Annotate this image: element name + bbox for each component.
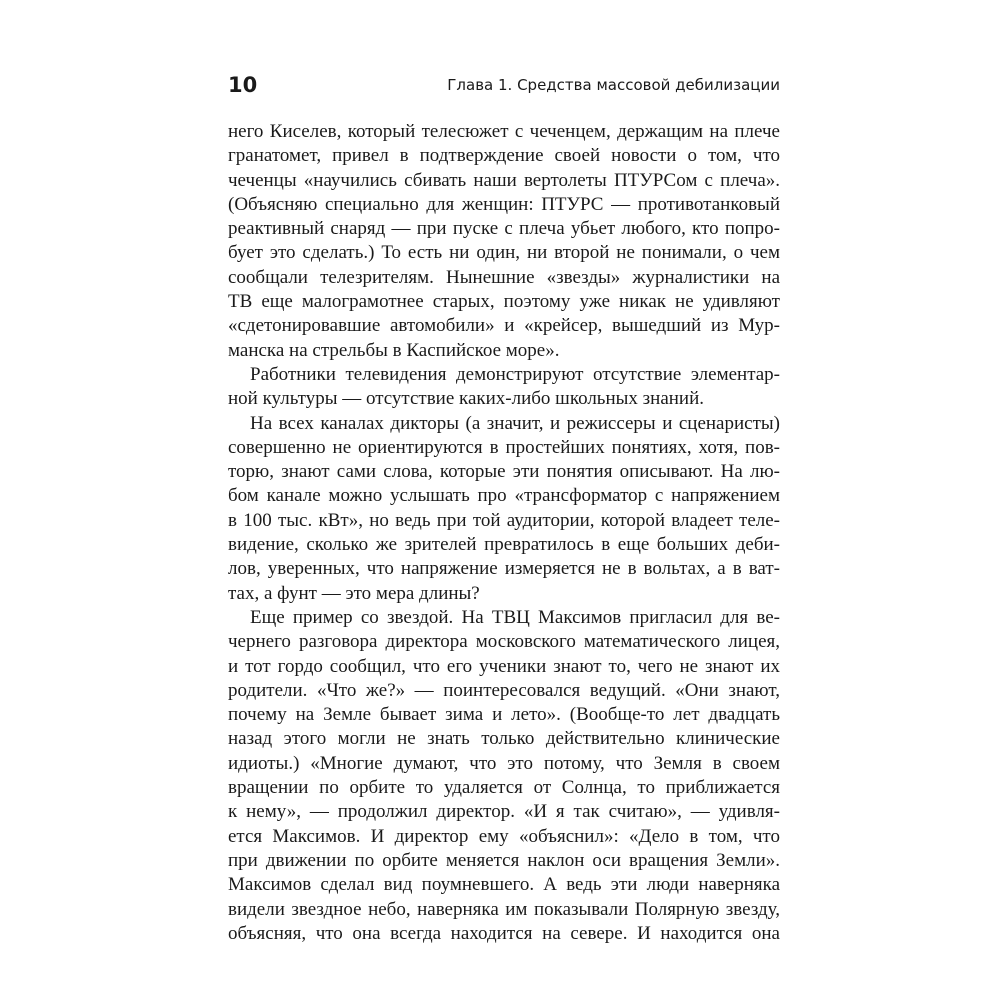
- text-line: при движении по орбите меняется наклон оси вращения Земли».: [228, 849, 780, 871]
- text-line: гранатомет, привел в подтверждение своей новости о том, что: [228, 145, 780, 167]
- text-line: бует это сделать.) То есть ни один, ни второй не понимали, о чем: [228, 242, 780, 264]
- running-title: Глава 1. Средства массовой дебилизации: [447, 76, 780, 94]
- text-line: Еще пример со звездой. На ТВЦ Максимов пригласил для ве-: [250, 606, 780, 628]
- text-line: родители. «Что же?» — поинтересовался ведущий. «Они знают,: [228, 679, 780, 701]
- text-line: объясняя, что она всегда находится на севере. И находится она: [228, 922, 780, 944]
- page-header: [228, 70, 780, 100]
- text-line: торю, знают сами слова, которые эти понятия описывают. На лю-: [228, 461, 780, 483]
- text-line: чеченцы «научились сбивать наши вертолеты ПТУРСом с плеча».: [228, 169, 780, 191]
- text-line: сообщали телезрителям. Нынешние «звезды» журналистики на: [228, 266, 780, 288]
- text-line: и тот гордо сообщил, что его ученики знают то, чего не знают их: [228, 655, 780, 677]
- text-line: назад этого могли не знать только действительно клинические: [228, 728, 780, 750]
- text-line: вращении по орбите то удаляется от Солнца, то приближается: [228, 777, 780, 799]
- text-line: идиоты.) «Многие думают, что это потому, что Земля в своем: [228, 752, 780, 774]
- text-line: тах, а фунт — это мера длины?: [228, 582, 480, 604]
- text-line: видение, сколько же зрителей превратилось в еще больших деби-: [228, 534, 780, 556]
- body-text: [228, 120, 780, 946]
- page-number: 10: [228, 73, 258, 97]
- text-line: Максимов сделал вид поумневшего. А ведь эти люди наверняка: [228, 874, 780, 896]
- text-line: реактивный снаряд — при пуске с плеча убьет любого, кто попро-: [228, 218, 780, 240]
- text-line: почему на Земле бывает зима и лето». (Вообще-то лет двадцать: [228, 704, 780, 726]
- text-line: ется Максимов. И директор ему «объяснил»: «Дело в том, что: [228, 825, 780, 847]
- text-line: ТВ еще малограмотнее старых, поэтому уже никак не удивляют: [228, 291, 780, 313]
- text-line: Работники телевидения демонстрируют отсутствие элементар-: [250, 363, 780, 385]
- text-line: видели звездное небо, наверняка им показывали Полярную звезду,: [228, 898, 780, 920]
- text-line: совершенно не ориентируются в простейших понятиях, хотя, пов-: [228, 436, 780, 458]
- text-line: чернего разговора директора московского математического лицея,: [228, 631, 780, 653]
- text-line: лов, уверенных, что напряжение измеряется не в вольтах, а в ват-: [228, 558, 780, 580]
- text-line: в 100 тыс. кВт», но ведь при той аудитории, которой владеет теле-: [228, 509, 780, 531]
- text-line: На всех каналах дикторы (а значит, и режиссеры и сценаристы): [250, 412, 780, 434]
- text-line: бом канале можно услышать про «трансформатор с напряжением: [228, 485, 780, 507]
- text-line: ной культуры — отсутствие каких-либо школьных знаний.: [228, 388, 705, 410]
- text-line: «сдетонировавшие автомобили» и «крейсер, вышедший из Мур-: [228, 315, 780, 337]
- text-line: него Киселев, который телесюжет с чеченцем, держащим на плече: [228, 121, 780, 142]
- text-line: (Объясняю специально для женщин: ПТУРС — противотанковый: [228, 193, 780, 215]
- text-line: к нему», — продолжил директор. «И я так считаю», — удивля-: [228, 801, 780, 823]
- text-line: манска на стрельбы в Каспийское море».: [228, 339, 560, 361]
